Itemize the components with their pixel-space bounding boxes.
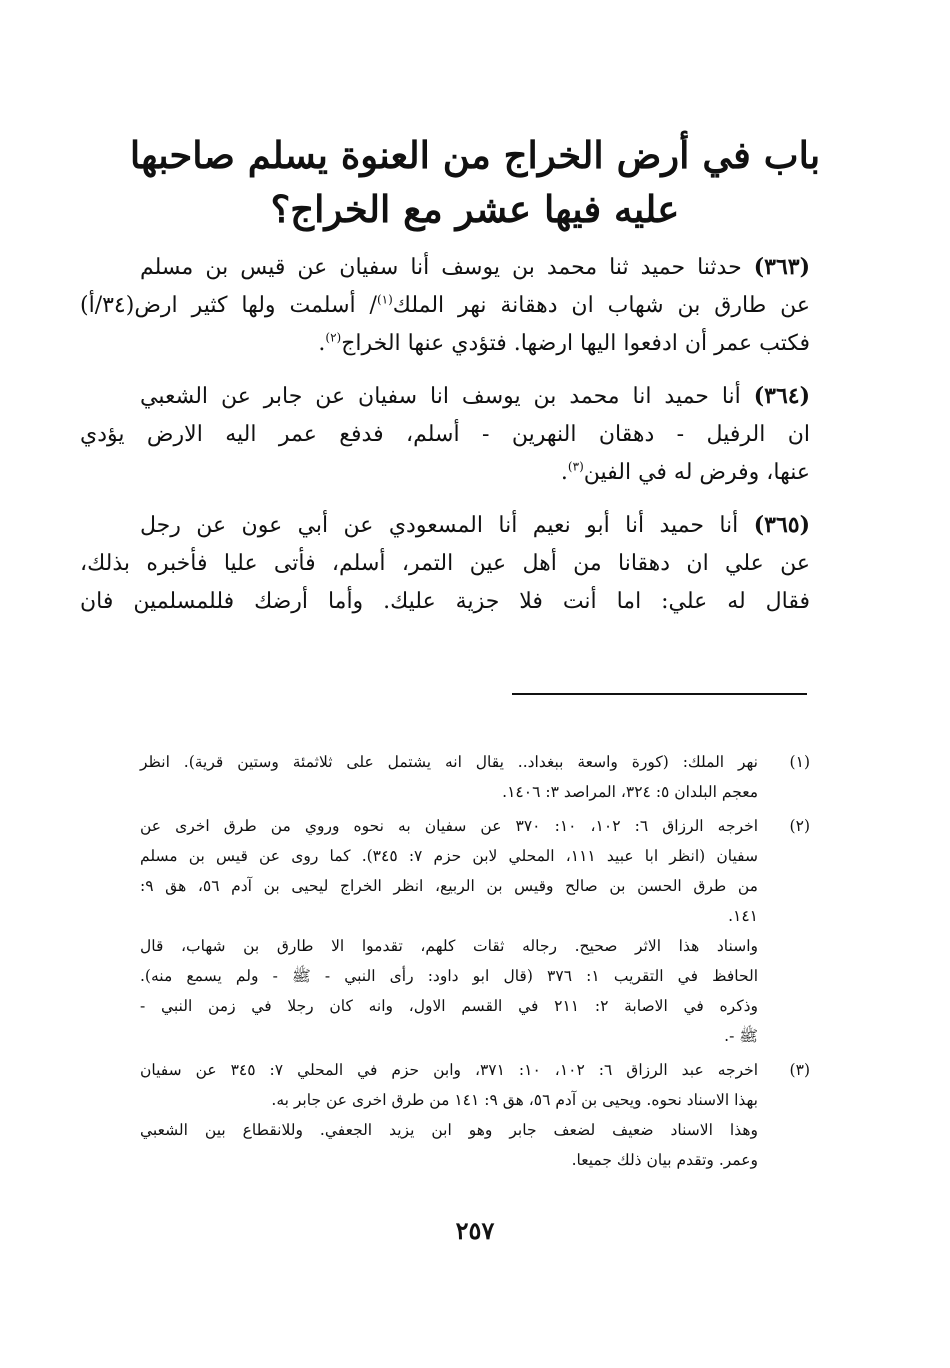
footnote-line: ١٤١. (728, 907, 758, 925)
footnote-number: (٣) (789, 1061, 810, 1079)
text-line (140, 248, 810, 287)
footnote-line: وعمر. وتقدم بيان ذلك جميعا. (571, 1151, 758, 1169)
text-line (80, 583, 810, 621)
hadith-number: (٣٦٤) (753, 383, 810, 409)
text-line (140, 377, 810, 416)
footnote (140, 1055, 810, 1175)
text-line (80, 454, 810, 492)
footnote-line: واسناد هذا الاثر صحيح. رجاله ثقات كلهم، تقدموا الا طارق بن شهاب، قال (140, 937, 758, 955)
chapter-title-line-2: عليه فيها عشر مع الخراج؟ (270, 187, 680, 231)
footnote-line: اخرجه الرزاق ٦: ١٠٢، ١٠: ٣٧٠ عن سفيان به نحوه وروي من طرق اخرى عن (140, 817, 759, 835)
text-span: . (318, 331, 326, 356)
footnote-line: معجم البلدان ٥: ٣٢٤، المراصد ٣: ١٤٠٦. (502, 783, 758, 801)
footnote-line: نهر الملك: (كورة واسعة ببغداد.. يقال انه يشتمل على ثلاثمئة وستين قرية). انظر (140, 753, 758, 771)
footnotes (140, 747, 810, 1179)
hadith-number: (٣٦٣) (753, 254, 811, 280)
text-span: ان الرفيل - دهقان النهرين - أسلم، فدفع عمر اليه الارض يؤدي (80, 422, 810, 447)
footnote (140, 811, 810, 1051)
text-line (80, 416, 810, 454)
hadith-paragraph (80, 377, 810, 492)
text-line (80, 287, 810, 325)
footnote-number: (١) (789, 753, 810, 771)
text-span: عنها، وفرض له في الفين (583, 460, 810, 485)
footnote-ref: (١) (376, 292, 393, 307)
footnote-line: اخرجه عبد الرزاق ٦: ١٠٢، ١٠: ٣٧١، وابن حزم في المحلي ٧: ٣٤٥ عن سفيان (140, 1061, 759, 1079)
footnote-ref: (٣) (567, 459, 584, 474)
footnote (140, 747, 810, 807)
chapter-title (120, 128, 830, 236)
text-span: عن علي ان دهقانا من أهل عين التمر، أسلم، فأتى عليا فأخبره بذلك، (80, 551, 810, 576)
footnote-number: (٢) (789, 817, 810, 835)
text-line (80, 325, 810, 363)
hadith-number: (٣٦٥) (753, 512, 810, 538)
main-text (80, 248, 810, 635)
text-span: / أسلمت ولها كثير ارض(٣٤/أ) (80, 293, 377, 318)
chapter-title-line-1: باب في أرض الخراج من العنوة يسلم صاحبها (129, 133, 821, 177)
page-number: ٢٥٧ (455, 1216, 495, 1245)
footnote-line: من طرق الحسن بن صالح وقيس بن الربيع، انظر الخراج ليحيى بن آدم ٥٦، هق ٩: (140, 877, 758, 895)
text-line (140, 506, 810, 545)
footnote-line: وهذا الاسناد ضعيف لضعف جابر وهو ابن يزيد الجعفي. وللانقطاع بين الشعبي (140, 1121, 758, 1139)
hadith-paragraph (80, 506, 810, 621)
text-span: أنا حميد انا محمد بن يوسف انا سفيان عن جابر عن الشعبي (140, 384, 741, 409)
footnote-line: ﷺ -. (724, 1027, 758, 1045)
text-span: فكتب عمر أن ادفعوا اليها ارضها. فتؤدي عنها الخراج (341, 331, 810, 356)
text-span: عن طارق بن شهاب ان دهقانة نهر الملك (392, 293, 810, 318)
text-line (80, 545, 810, 583)
footnote-line: الحافظ في التقريب ١: ٣٧٦ (قال ابو داود: رأى النبي - ﷺ - ولم يسمع منه). (140, 967, 759, 985)
footnote-line: بهذا الاسناد نحوه. ويحيى بن آدم ٥٦، هق ٩: ١٤١ من طرق اخرى عن جابر به. (271, 1091, 758, 1109)
text-span: . (560, 460, 568, 485)
footnote-line: سفيان (انظر ابا عبيد ١١١، المحلي لابن حزم ٧: ٣٤٥). كما روى عن قيس بن مسلم (140, 847, 758, 865)
hadith-paragraph (80, 248, 810, 363)
footnote-separator (512, 693, 807, 695)
text-span: فقال له علي: اما أنت فلا جزية عليك. وأما أرضك فللمسلمين فان (80, 589, 810, 614)
text-span: حدثنا حميد ثنا محمد بن يوسف أنا سفيان عن قيس بن مسلم (140, 255, 742, 280)
text-span: أنا حميد أنا أبو نعيم أنا المسعودي عن أبي عون عن رجل (140, 513, 739, 538)
footnote-line: وذكره في الاصابة ٢: ٢١١ في القسم الاول، وانه كان رجلا في زمن النبي - (140, 997, 758, 1015)
footnote-ref: (٢) (325, 330, 342, 345)
